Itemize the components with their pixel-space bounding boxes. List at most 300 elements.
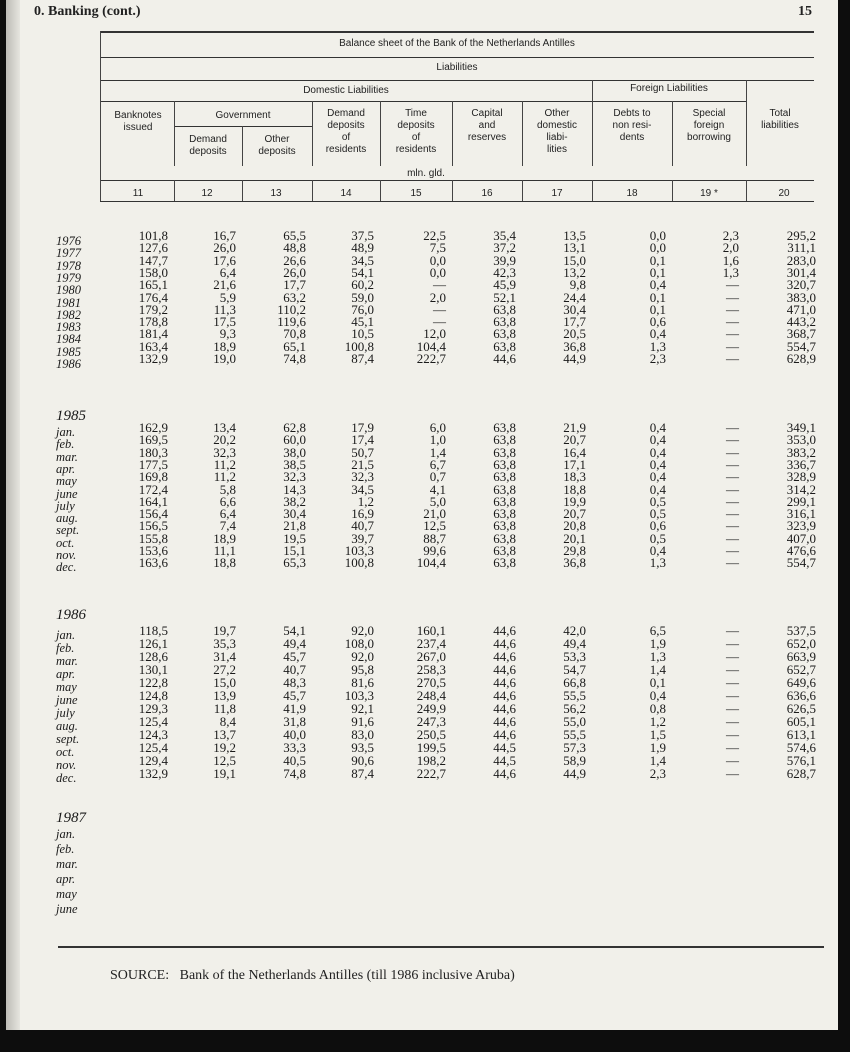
table-cell: — [726, 301, 739, 317]
table-cell: 26,6 [283, 252, 306, 268]
table-cell: 11,2 [213, 456, 236, 472]
table-cell: 6,4 [219, 506, 236, 522]
table-cell: 65,5 [283, 228, 306, 243]
table-cell: 1,4 [649, 662, 666, 677]
table-cell: 125,4 [138, 714, 168, 729]
table-cell: 63,2 [283, 289, 306, 305]
table-cell: 199,5 [416, 740, 446, 755]
rule [592, 180, 593, 201]
table-cell: 103,3 [344, 543, 374, 558]
table-cell: 126,1 [138, 636, 168, 651]
table-cell: — [726, 420, 739, 435]
row-label: aug. [56, 511, 78, 526]
table-cell: 44,5 [493, 740, 516, 755]
column-number: 13 [270, 188, 282, 199]
table-cell: 153,6 [138, 543, 168, 558]
table-cell: 18,9 [213, 338, 236, 354]
row-label: apr. [56, 667, 76, 681]
column-header-line: Demand [189, 134, 227, 145]
table-cell: 63,8 [493, 493, 516, 509]
table-cell: 21,5 [351, 456, 374, 472]
table-cell: 11,8 [213, 701, 236, 716]
table-cell: 147,7 [138, 252, 168, 268]
table-cell: 119,6 [277, 314, 306, 330]
table-title: Balance sheet of the Bank of the Netherlands Antilles [339, 38, 575, 49]
table-cell: 8,4 [219, 714, 236, 729]
row-label: 1981 [56, 295, 81, 310]
table-cell: 20,2 [213, 432, 236, 448]
table-cell: 63,8 [493, 456, 516, 472]
row-label: mar. [56, 449, 78, 464]
table-cell: 383,0 [786, 289, 816, 305]
table-cell: 128,6 [138, 649, 168, 664]
table-cell: 0,4 [649, 543, 666, 558]
table-cell: 605,1 [786, 714, 816, 729]
table-cell: 320,7 [786, 277, 816, 293]
table-cell: — [726, 675, 739, 690]
row-label: july [56, 706, 75, 720]
table-cell: 55,0 [563, 714, 586, 729]
column-header-line: residents [325, 144, 367, 155]
table-cell: 0,1 [649, 289, 666, 305]
table-cell: 19,0 [213, 351, 236, 366]
table-cell: 626,5 [786, 701, 816, 716]
table-cell: 270,5 [416, 675, 446, 690]
column-number: 16 [481, 188, 493, 199]
rule [312, 180, 313, 201]
section-heading: 0. Banking (cont.) [34, 4, 141, 19]
table-cell: 32,3 [283, 469, 306, 485]
table-cell: 30,4 [563, 301, 586, 317]
column-header-line: borrowing [687, 132, 731, 143]
table-cell: 63,8 [493, 338, 516, 354]
table-cell: — [726, 688, 739, 703]
table-cell: — [726, 351, 739, 366]
column-header-line: Banknotes [114, 110, 162, 121]
table-cell: 1,2 [649, 714, 666, 729]
table-cell: 2,0 [722, 240, 739, 256]
column-number: 19 * [700, 188, 718, 199]
table-cell: 44,6 [493, 675, 516, 690]
table-cell: 44,6 [493, 701, 516, 716]
table-cell: 36,8 [563, 338, 586, 354]
table-cell: 103,3 [344, 688, 374, 703]
table-cell: 42,3 [493, 264, 516, 280]
table-cell: 172,4 [138, 481, 168, 497]
table-cell: 476,6 [786, 543, 816, 558]
table-cell: 83,0 [351, 727, 374, 742]
table-cell: 13,5 [563, 228, 586, 243]
table-cell: 628,7 [786, 766, 816, 781]
table-cell: 44,6 [493, 351, 516, 366]
column-header-line: dents [619, 132, 645, 143]
table-cell: 45,1 [351, 314, 374, 330]
column-header-line: Total [769, 108, 791, 119]
table-cell: 49,4 [283, 636, 306, 651]
table-cell: 0,4 [649, 432, 666, 448]
table-cell: 33,3 [283, 740, 306, 755]
table-cell: 34,5 [351, 481, 374, 497]
table-cell: 158,0 [138, 264, 168, 280]
table-cell: 222,7 [416, 766, 446, 781]
column-number: 17 [551, 188, 563, 199]
column-header [102, 110, 174, 134]
table-cell: 19,5 [283, 530, 306, 546]
table-cell: 44,5 [493, 753, 516, 768]
table-cell: — [726, 481, 739, 497]
table-cell: — [726, 766, 739, 781]
table-cell: 16,4 [563, 444, 586, 460]
table-cell: 40,0 [283, 727, 306, 742]
table-cell: 48,9 [351, 240, 374, 256]
table-cell: 17,7 [283, 277, 306, 293]
column-header-line: domestic [536, 120, 577, 131]
table-cell: — [726, 338, 739, 354]
column-header-line: Debts to [613, 108, 651, 119]
column-header-line: Other [544, 108, 570, 119]
table-cell: 100,8 [344, 338, 374, 354]
table-bottom-rule [58, 946, 824, 948]
table-cell: 45,9 [493, 277, 516, 293]
table-cell: 93,5 [351, 740, 374, 755]
table-cell: 5,0 [429, 493, 446, 509]
table-cell: 301,4 [786, 264, 816, 280]
table-cell: 0,6 [649, 518, 666, 534]
column-header [174, 134, 242, 158]
table-cell: — [726, 714, 739, 729]
table-cell: 63,8 [493, 543, 516, 558]
table-cell: — [726, 636, 739, 651]
table-cell: 12,5 [423, 518, 446, 534]
table-cell: 6,6 [219, 493, 236, 509]
table-cell: 20,7 [563, 432, 586, 448]
table-cell: 165,1 [138, 277, 168, 293]
table-cell: 38,5 [283, 456, 306, 472]
column-header [380, 108, 452, 156]
table-cell: 44,6 [493, 688, 516, 703]
table-cell: 57,3 [563, 740, 586, 755]
table-cell: 12,0 [423, 326, 446, 342]
table-cell: — [726, 530, 739, 546]
table-cell: 65,1 [283, 338, 306, 354]
rule [100, 180, 814, 181]
document-page [6, 0, 838, 1030]
table-cell: 63,8 [493, 444, 516, 460]
table-cell: 1,3 [649, 555, 666, 571]
table-cell: 129,4 [138, 753, 168, 768]
table-cell: 7,4 [219, 518, 236, 534]
liabilities-header: Liabilities [436, 62, 478, 73]
column-header-line: non resi- [612, 120, 652, 131]
table-cell: 250,5 [416, 727, 446, 742]
row-label: dec. [56, 771, 77, 785]
table-cell: 31,8 [283, 714, 306, 729]
rule [242, 180, 243, 201]
table-cell: 652,7 [786, 662, 816, 677]
table-cell: 576,1 [786, 753, 816, 768]
table-cell: 169,5 [138, 432, 168, 448]
table-cell: 44,6 [493, 649, 516, 664]
column-header [452, 108, 522, 144]
table-cell: 132,9 [138, 351, 168, 366]
table-cell: 63,8 [493, 530, 516, 546]
table-cell: 0,5 [649, 530, 666, 546]
table-cell: 222,7 [416, 351, 446, 366]
rule [672, 180, 673, 201]
year-label: 1987 [56, 810, 86, 826]
table-cell: 30,4 [283, 506, 306, 522]
table-cell: — [726, 555, 739, 571]
row-label: feb. [56, 641, 75, 655]
column-header-line: and [478, 120, 496, 131]
table-cell: 76,0 [351, 301, 374, 317]
table-cell: 7,5 [429, 240, 446, 256]
table-cell: 0,6 [649, 314, 666, 330]
table-cell: 176,4 [138, 289, 168, 305]
table-cell: 92,0 [351, 623, 374, 638]
table-cell: 38,0 [283, 444, 306, 460]
table-cell: 127,6 [138, 240, 168, 256]
row-label: 1985 [56, 344, 81, 359]
table-cell: 29,8 [563, 543, 586, 558]
table-cell: 63,8 [493, 314, 516, 330]
column-header-line: reserves [467, 132, 507, 143]
table-cell: 636,6 [786, 688, 816, 703]
table-cell: 328,9 [786, 469, 816, 485]
table-cell: 44,6 [493, 623, 516, 638]
table-cell: 95,8 [351, 662, 374, 677]
table-cell: 19,7 [213, 623, 236, 638]
table-cell: — [726, 518, 739, 534]
table-cell: 99,6 [423, 543, 446, 558]
rule [100, 101, 746, 102]
row-label: sept. [56, 523, 80, 538]
table-cell: 1,3 [649, 338, 666, 354]
table-cell: — [726, 289, 739, 305]
table-cell: — [726, 493, 739, 509]
table-cell: 20,1 [563, 530, 586, 546]
table-cell: 74,8 [283, 766, 306, 781]
table-cell: 124,8 [138, 688, 168, 703]
table-cell: — [726, 277, 739, 293]
table-cell: 42,0 [563, 623, 586, 638]
table-cell: 59,0 [351, 289, 374, 305]
table-cell: 124,3 [138, 727, 168, 742]
table-cell: 9,3 [219, 326, 236, 342]
table-cell: 21,0 [423, 506, 446, 522]
table-cell: — [726, 506, 739, 522]
table-cell: 163,6 [138, 555, 168, 571]
column-header-line: deposits [189, 146, 227, 157]
table-cell: 44,6 [493, 636, 516, 651]
table-cell: 56,2 [563, 701, 586, 716]
column-header [242, 134, 312, 158]
table-cell: 24,4 [563, 289, 586, 305]
table-cell: 368,7 [786, 326, 816, 342]
row-label: may [56, 474, 77, 489]
row-label: 1983 [56, 320, 81, 335]
table-cell: 0,1 [649, 264, 666, 280]
table-cell: 18,8 [213, 555, 236, 571]
column-header-line: liabi- [546, 132, 568, 143]
row-label: jan. [56, 827, 76, 841]
table-cell: — [726, 456, 739, 472]
table-cell: 1,9 [649, 636, 666, 651]
table-cell: 54,1 [351, 264, 374, 280]
table-cell: 155,8 [138, 530, 168, 546]
table-cell: 44,6 [493, 766, 516, 781]
table-cell: 4,1 [429, 481, 446, 497]
row-label: 1979 [56, 270, 81, 285]
row-label: feb. [56, 437, 75, 452]
rule [452, 180, 453, 201]
table-top-rule [100, 31, 814, 33]
row-label: july [56, 498, 75, 513]
table-cell: 52,1 [493, 289, 516, 305]
table-cell: — [726, 469, 739, 485]
rule [174, 126, 312, 127]
table-cell: 14,3 [283, 481, 306, 497]
table-cell: 37,5 [351, 228, 374, 243]
table-cell: 17,7 [563, 314, 586, 330]
table-cell: 177,5 [138, 456, 168, 472]
table-cell: 63,8 [493, 432, 516, 448]
table-cell: 39,9 [493, 252, 516, 268]
table-cell: 87,4 [351, 766, 374, 781]
table-cell: 2,3 [722, 228, 739, 243]
rule [100, 31, 101, 201]
table-cell: 26,0 [213, 240, 236, 256]
table-cell: 0,1 [649, 675, 666, 690]
table-cell: 323,9 [786, 518, 816, 534]
government-header: Government [215, 110, 271, 121]
table-cell: 156,4 [138, 506, 168, 522]
table-cell: 1,9 [649, 740, 666, 755]
table-cell: 554,7 [786, 555, 816, 571]
table-cell: 63,8 [493, 469, 516, 485]
row-label: mar. [56, 654, 78, 668]
row-label: aug. [56, 719, 78, 733]
column-header-line: Capital [471, 108, 503, 119]
table-cell: 0,4 [649, 456, 666, 472]
table-cell: 44,6 [493, 727, 516, 742]
table-cell: 130,1 [138, 662, 168, 677]
table-cell: 1,3 [722, 264, 739, 280]
table-cell: 0,0 [429, 264, 446, 280]
table-cell: 299,1 [786, 493, 816, 509]
table-cell: 63,8 [493, 301, 516, 317]
table-cell: 26,0 [283, 264, 306, 280]
foreign-liabilities-header: Foreign Liabilities [630, 83, 708, 94]
table-cell: 45,7 [283, 649, 306, 664]
row-label: oct. [56, 535, 75, 550]
table-cell: 118,5 [139, 623, 168, 638]
table-cell: 0,5 [649, 506, 666, 522]
table-cell: 32,3 [351, 469, 374, 485]
table-cell: 336,7 [786, 456, 816, 472]
table-cell: 1,0 [429, 432, 446, 448]
table-cell: 0,4 [649, 688, 666, 703]
source-text: Bank of the Netherlands Antilles (till 1986 inclusive Aruba) [179, 968, 515, 983]
column-header-line: deposits [397, 120, 435, 131]
source-note [110, 968, 515, 984]
table-cell: 0,0 [429, 252, 446, 268]
table-cell: 13,4 [213, 420, 236, 435]
table-cell: 63,8 [493, 518, 516, 534]
table-cell: 17,1 [563, 456, 586, 472]
table-cell: 132,9 [138, 766, 168, 781]
table-cell: 0,4 [649, 326, 666, 342]
table-cell: 41,9 [283, 701, 306, 716]
table-cell: 21,6 [213, 277, 236, 293]
table-cell: 15,1 [283, 543, 306, 558]
row-label: june [56, 693, 78, 707]
table-cell: 88,7 [423, 530, 446, 546]
table-cell: 295,2 [786, 228, 816, 243]
table-cell: 87,4 [351, 351, 374, 366]
table-cell: 74,8 [283, 351, 306, 366]
table-cell: — [726, 326, 739, 342]
table-cell: 92,1 [351, 701, 374, 716]
column-number: 18 [626, 188, 638, 199]
table-cell: 60,2 [351, 277, 374, 293]
column-header-line: Special [692, 108, 726, 119]
table-cell: 0,1 [649, 301, 666, 317]
table-cell: 11,2 [213, 469, 236, 485]
table-cell: 49,4 [563, 636, 586, 651]
table-cell: 11,1 [213, 543, 236, 558]
table-cell: 383,2 [786, 444, 816, 460]
table-cell: 0,0 [649, 228, 666, 243]
table-cell: 19,9 [563, 493, 586, 509]
table-cell: 6,4 [219, 264, 236, 280]
row-label: 1977 [56, 246, 81, 261]
year-label: 1986 [56, 607, 86, 623]
table-cell: 12,5 [213, 753, 236, 768]
column-header [672, 108, 746, 144]
column-header-line: of [341, 132, 351, 143]
table-cell: 2,0 [429, 289, 446, 305]
table-cell: 349,1 [786, 420, 816, 435]
table-cell: 258,3 [416, 662, 446, 677]
table-cell: 19,2 [213, 740, 236, 755]
row-label: 1984 [56, 332, 81, 347]
table-cell: 247,3 [416, 714, 446, 729]
table-cell: 169,8 [138, 469, 168, 485]
row-label: 1976 [56, 234, 81, 248]
table-cell: 248,4 [416, 688, 446, 703]
table-cell: 407,0 [786, 530, 816, 546]
table-cell: 1,6 [722, 252, 739, 268]
table-cell: 283,0 [786, 252, 816, 268]
table-cell: 53,3 [563, 649, 586, 664]
table-cell: 129,3 [138, 701, 168, 716]
table-cell: — [726, 701, 739, 716]
table-cell: 267,0 [416, 649, 446, 664]
table-cell: 125,4 [138, 740, 168, 755]
table-cell: 652,0 [786, 636, 816, 651]
table-cell: 36,8 [563, 555, 586, 571]
table-cell: 0,7 [429, 469, 446, 485]
table-cell: 314,2 [786, 481, 816, 497]
row-label: feb. [56, 842, 75, 856]
table-cell: 18,9 [213, 530, 236, 546]
row-label: oct. [56, 745, 75, 759]
table-cell: 44,9 [563, 766, 586, 781]
table-cell: 0,4 [649, 277, 666, 293]
table-cell: 17,5 [213, 314, 236, 330]
table-cell: 156,5 [138, 518, 168, 534]
